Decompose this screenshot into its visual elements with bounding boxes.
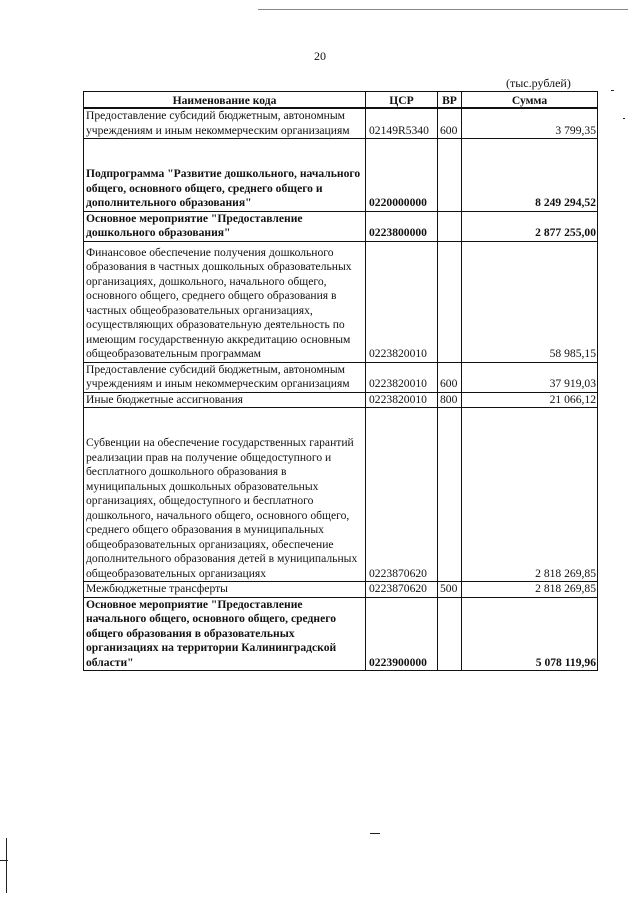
row-sum: 2 818 269,85 — [462, 582, 598, 598]
scan-mark — [370, 833, 380, 834]
row-csr: 0223820010 — [366, 392, 438, 408]
scan-mark — [0, 860, 8, 861]
row-name: Иные бюджетные ассигнования — [84, 392, 366, 408]
row-csr: 0223870620 — [366, 582, 438, 598]
row-name: Основное мероприятие "Предоставление дошкольного образования" — [84, 211, 366, 241]
header-csr: ЦСР — [366, 92, 438, 109]
table-row — [84, 582, 598, 598]
row-csr: 0220000000 — [366, 139, 438, 212]
row-csr: 02149R5340 — [366, 108, 438, 139]
table-row — [84, 408, 598, 582]
scan-mark — [611, 90, 614, 91]
units-note: (тыс.рублей) — [506, 76, 571, 90]
row-sum: 5 078 119,96 — [462, 597, 598, 671]
row-vr — [438, 241, 462, 362]
row-vr: 600 — [438, 108, 462, 139]
row-vr: 600 — [438, 362, 462, 392]
row-name: Субвенции на обеспечение государственных гарантий реализации прав на получение общедоступного и бесплатного дошкольного образования в муниципальных дошкольных образовательных организациях, общедоступного и бесплатного дошкольного, начального общего, основного общего, среднего общего образования в муниципальных общеобразовательных организациях, обеспечение дополнительного образования детей в муниципальных общеобразовательных организациях — [86, 436, 358, 580]
row-name: Подпрограмма "Развитие дошкольного, начального общего, основного общего, среднего общего и дополнительного образования" — [86, 167, 361, 209]
row-vr: 800 — [438, 392, 462, 408]
row-name: Основное мероприятие "Предоставление начального общего, основного общего, среднего общего образования в образовательных организациях на территории Калининградской области" — [84, 597, 366, 671]
row-vr — [438, 597, 462, 671]
table-row-subprogram — [84, 139, 598, 212]
table-row — [84, 108, 598, 139]
table-row — [84, 241, 598, 362]
budget-table — [83, 91, 598, 671]
row-sum: 2 818 269,85 — [462, 408, 598, 582]
header-sum: Сумма — [462, 92, 598, 109]
header-name: Наименование кода — [84, 92, 366, 109]
row-sum: 3 799,35 — [462, 108, 598, 139]
scan-mark — [6, 838, 7, 893]
header-vr: ВР — [438, 92, 462, 109]
row-vr — [438, 211, 462, 241]
row-sum: 58 985,15 — [462, 241, 598, 362]
row-csr: 0223900000 — [366, 597, 438, 671]
row-vr — [438, 139, 462, 212]
row-name: Межбюджетные трансферты — [84, 582, 366, 598]
row-sum: 21 066,12 — [462, 392, 598, 408]
row-sum: 37 919,03 — [462, 362, 598, 392]
table-row-main-measure — [84, 211, 598, 241]
scan-mark — [623, 118, 625, 119]
table-row-main-measure — [84, 597, 598, 671]
table-row — [84, 362, 598, 392]
row-csr: 0223870620 — [366, 408, 438, 582]
page-number: 20 — [314, 49, 326, 63]
scan-edge-line-top — [258, 9, 628, 10]
row-name: Финансовое обеспечение получения дошкольного образования в частных дошкольных образовательных организациях, дошкольного, начального общего, основного общего, среднего общего образования в частных общеобразовательных организациях, осуществляющих образовательную деятельность по имеющим государственную аккредитацию основным общеобразовательным программам — [86, 245, 352, 360]
table-header-row — [84, 92, 598, 109]
row-name: Предоставление субсидий бюджетным, автономным учреждениям и иным некоммерческим организациям — [84, 108, 366, 139]
row-sum: 2 877 255,00 — [462, 211, 598, 241]
row-csr: 0223800000 — [366, 211, 438, 241]
row-vr: 500 — [438, 582, 462, 598]
row-csr: 0223820010 — [366, 362, 438, 392]
row-name: Предоставление субсидий бюджетным, автономным учреждениям и иным некоммерческим организациям — [84, 362, 366, 392]
row-sum: 8 249 294,52 — [462, 139, 598, 212]
table-row — [84, 392, 598, 408]
row-vr — [438, 408, 462, 582]
row-csr: 0223820010 — [366, 241, 438, 362]
